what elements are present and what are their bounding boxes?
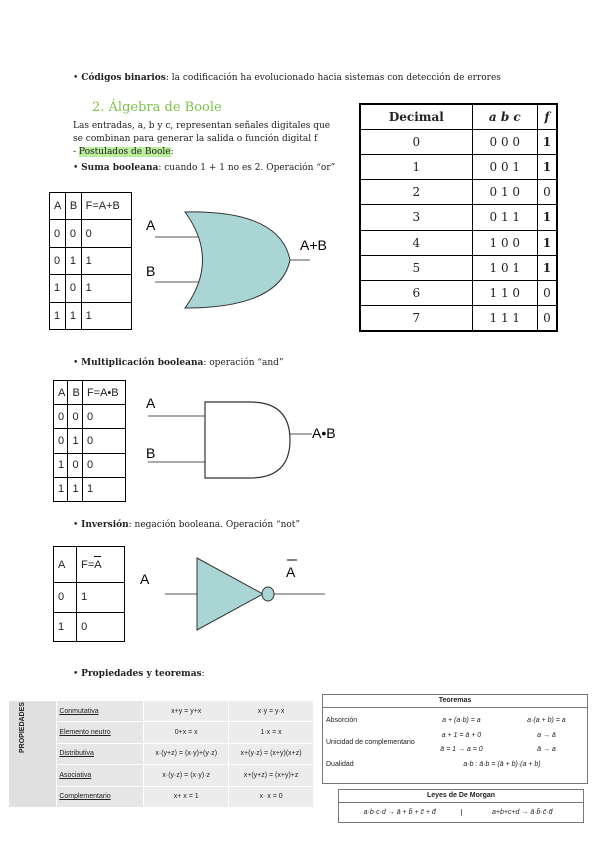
table-row [323, 756, 587, 772]
demorgan-title: Leyes de De Morgan [339, 790, 583, 803]
decimal-header: Decimal [360, 104, 472, 130]
properties-table-td: 0+x = x [144, 722, 229, 743]
decimal-table-td: 1 [360, 155, 472, 180]
inv-line: • Inversión: negación booleana. Operación “not” [73, 520, 301, 530]
not-truth-table-td: 1 [77, 583, 125, 613]
teoremas-table [323, 712, 587, 772]
decimal-table-td: 3 [360, 205, 472, 230]
decimal-table-td: 1 0 1 [472, 255, 537, 280]
decimal-table-td: 0 [360, 130, 472, 155]
postulados-suffix: : [170, 147, 174, 157]
decimal-table-td: 0 [537, 180, 557, 205]
decimal-table-td: 1 [537, 255, 557, 280]
or-gate-icon [185, 212, 290, 308]
bullet: • [73, 73, 79, 83]
and-truth-table-td: 0 [54, 405, 68, 429]
and-label-a: A [146, 395, 156, 411]
properties-table-span: PROPIEDADES [19, 702, 26, 753]
and-truth-table [53, 380, 126, 502]
props-text: : [201, 669, 205, 679]
section-intro [73, 120, 353, 159]
and-truth-table-td: 1 [54, 477, 68, 501]
mult-bold: Multiplicación booleana [81, 358, 204, 368]
properties-table-td: Conmutativa [57, 701, 144, 722]
properties-table-td: Complementario [57, 786, 144, 807]
mult-text: : operación “and” [203, 358, 284, 368]
mult-line: • Multiplicación booleana: operación “and” [73, 358, 284, 368]
table-row [54, 405, 126, 429]
not-label-a: A [140, 571, 150, 587]
decimal-table-td: 0 1 1 [472, 205, 537, 230]
not-label-out: A [286, 564, 296, 580]
and-truth-table-td: 0 [68, 453, 82, 477]
and-truth-table-td: 1 [68, 477, 82, 501]
not-truth-table-td: 0 [54, 583, 77, 613]
properties-table-td: 1·x = x [229, 722, 314, 743]
postulados-line [73, 146, 353, 159]
decimal-table-td: 1 0 0 [472, 230, 537, 255]
demorgan-left: a·b·c·d → ā + b̄ + c̄ + d̄ [339, 809, 462, 816]
properties-table-td: x·(y·z) = (x·y)·z [144, 765, 229, 786]
teoremas-table-td: Unicidad de complementario [326, 738, 415, 746]
properties-table-td: x·y = y·x [229, 701, 314, 722]
table-row [50, 275, 132, 302]
teoremas-table-td: ā → a [537, 745, 556, 753]
decimal-table-td: 1 [537, 205, 557, 230]
or-truth-table-td: B [65, 193, 81, 220]
intro-bold: Códigos binarios [81, 73, 166, 83]
suma-text: : cuando 1 + 1 no es 2. Operación “or” [158, 163, 336, 173]
table-row [54, 453, 126, 477]
not-truth-table-td: A [54, 547, 77, 583]
not-gate-diagram [135, 552, 335, 632]
table-row [54, 612, 125, 642]
properties-table-td: Asociativa [57, 765, 144, 786]
or-gate-diagram [140, 200, 360, 315]
or-truth-table-td: 1 [81, 275, 131, 302]
not-truth-table [53, 546, 125, 642]
not-truth-table-span: F=A [81, 558, 102, 571]
table-row [50, 247, 132, 274]
properties-table-td: x+(y·z) = (x+y)(x+z) [229, 743, 314, 764]
properties-table-td: x·(y+z) = (x·y)+(y·z) [144, 743, 229, 764]
section-line-1: Las entradas, a, b y c, representan señales digitales que [73, 121, 331, 131]
section-line-2: se combinan para generar la salida o función digital f [73, 134, 318, 144]
properties-side [9, 701, 57, 808]
properties-table-td: x+ x = 1 [144, 786, 229, 807]
and-label-b: B [146, 445, 156, 461]
demorgan-box [338, 789, 584, 823]
decimal-table-td: 1 [537, 155, 557, 180]
table-row [54, 429, 126, 453]
and-truth-table-td: 0 [82, 405, 125, 429]
or-label-b: B [146, 263, 156, 279]
or-truth-table-td: 1 [50, 302, 66, 329]
and-truth-table-td: A [54, 381, 68, 405]
table-row [54, 477, 126, 501]
or-label-out: A+B [300, 237, 327, 253]
or-truth-table-td: 0 [50, 220, 66, 247]
and-truth-table-td: 0 [54, 429, 68, 453]
table-row [360, 280, 557, 305]
properties-table-td: x+(y+z) = (x+y)+z [229, 765, 314, 786]
inv-bold: Inversión [81, 520, 129, 530]
properties-table-td: Distributiva [57, 743, 144, 764]
not-truth-table-span [94, 556, 101, 557]
teoremas-box [322, 694, 588, 784]
decimal-table-td: 5 [360, 255, 472, 280]
decimal-table-td: 1 [537, 230, 557, 255]
table-row [360, 255, 557, 280]
and-truth-table-td: 0 [82, 429, 125, 453]
teoremas-table-td: a + 1 = ā + 0 [441, 731, 482, 739]
decimal-table-td: 0 1 0 [472, 180, 537, 205]
intro-text: : la codificación ha evolucionado hacia sistemas con detección de errores [165, 73, 501, 83]
teoremas-table-td: a + (a·b) = a [442, 716, 481, 724]
properties-table-td: x· x = 0 [229, 786, 314, 807]
or-truth-table-td: 0 [65, 220, 81, 247]
teoremas-table-td: a·b : ā·b = (ā + b)·(a + b) [463, 760, 541, 768]
teoremas-table-td: ā = 1 → a = 0 [440, 745, 483, 753]
table-row [360, 155, 557, 180]
and-gate-diagram [140, 390, 360, 490]
dm [339, 803, 583, 822]
demorgan-right: a+b+c+d → ā·b̄·c̄·d̄ [491, 809, 553, 816]
not-header-f [77, 547, 125, 583]
table-row [323, 728, 587, 742]
not-truth-table-td: 1 [54, 612, 77, 642]
abc-header: a b c [472, 104, 537, 130]
properties-table [8, 700, 314, 808]
postulados-prefix: - [73, 147, 77, 157]
and-truth-table-td: 1 [54, 453, 68, 477]
suma-bold: Suma booleana [81, 163, 159, 173]
table-row [360, 230, 557, 255]
decimal-table-td: 1 [537, 130, 557, 155]
decimal-table-td: 0 [537, 280, 557, 305]
table-row [360, 130, 557, 155]
teoremas-table-td: Dualidad [326, 760, 354, 768]
or-truth-table-td: 1 [81, 302, 131, 329]
decimal-table-td: 0 [537, 305, 557, 331]
and-truth-table-td: 1 [82, 477, 125, 501]
table-row [50, 302, 132, 329]
decimal-table-td: 6 [360, 280, 472, 305]
not-truth-table-td: 0 [77, 612, 125, 642]
or-truth-table-td: 1 [50, 275, 66, 302]
table-row [360, 305, 557, 331]
intro-line [73, 73, 543, 83]
or-truth-table [49, 192, 132, 330]
teoremas-table-td: Absorción [326, 716, 358, 724]
decimal-table-td: 1 1 0 [472, 280, 537, 305]
table-row [54, 583, 125, 613]
table-row [323, 712, 587, 728]
teoremas-table-td: a → ā [537, 731, 556, 739]
or-truth-table-td: 0 [50, 247, 66, 274]
f-header: f [537, 104, 557, 130]
and-truth-table-td: 0 [82, 453, 125, 477]
decimal-table-td: 4 [360, 230, 472, 255]
or-truth-table-td: A [50, 193, 66, 220]
suma-line: • Suma booleana: cuando 1 + 1 no es 2. Operación “or” [73, 163, 336, 173]
or-truth-table-td: 1 [81, 247, 131, 274]
and-label-out: A•B [312, 425, 336, 441]
and-gate-icon [205, 402, 290, 478]
and-truth-table-td: F=A•B [82, 381, 125, 405]
table-row [9, 701, 314, 722]
and-truth-table-td: 0 [68, 405, 82, 429]
props-line: • Propiedades y teoremas: [73, 669, 205, 679]
not-truth-table-span [81, 559, 101, 571]
section-heading: 2. Álgebra de Boole [92, 100, 222, 115]
inv-text: : negación booleana. Operación “not” [128, 520, 301, 530]
or-truth-table-td: 0 [81, 220, 131, 247]
teoremas-title: Teoremas [323, 695, 587, 708]
table-row [360, 205, 557, 230]
not-bubble-icon [262, 587, 274, 601]
or-truth-table-td: F=A+B [81, 193, 131, 220]
and-truth-table-td: B [68, 381, 82, 405]
properties-table-td: Elemento neutro [57, 722, 144, 743]
decimal-table-td: 1 1 1 [472, 305, 537, 331]
table-row [360, 180, 557, 205]
decimal-table-td: 0 0 1 [472, 155, 537, 180]
props-bold: Propiedades y teoremas [81, 669, 202, 679]
properties-table-td: x+y = y+x [144, 701, 229, 722]
decimal-table-td: 7 [360, 305, 472, 331]
or-label-a: A [146, 217, 156, 233]
teoremas-table-td: a·(a + b) = a [527, 716, 566, 724]
decimal-table-td: 0 0 0 [472, 130, 537, 155]
and-truth-table-td: 1 [68, 429, 82, 453]
postulados-link: Postulados de Boole [78, 147, 171, 157]
or-truth-table-td: 1 [65, 302, 81, 329]
or-truth-table-td: 0 [65, 275, 81, 302]
table-row [50, 220, 132, 247]
not-gate-icon [197, 558, 263, 630]
decimal-table-td: 2 [360, 180, 472, 205]
decimal-table [359, 103, 558, 332]
or-truth-table-td: 1 [65, 247, 81, 274]
